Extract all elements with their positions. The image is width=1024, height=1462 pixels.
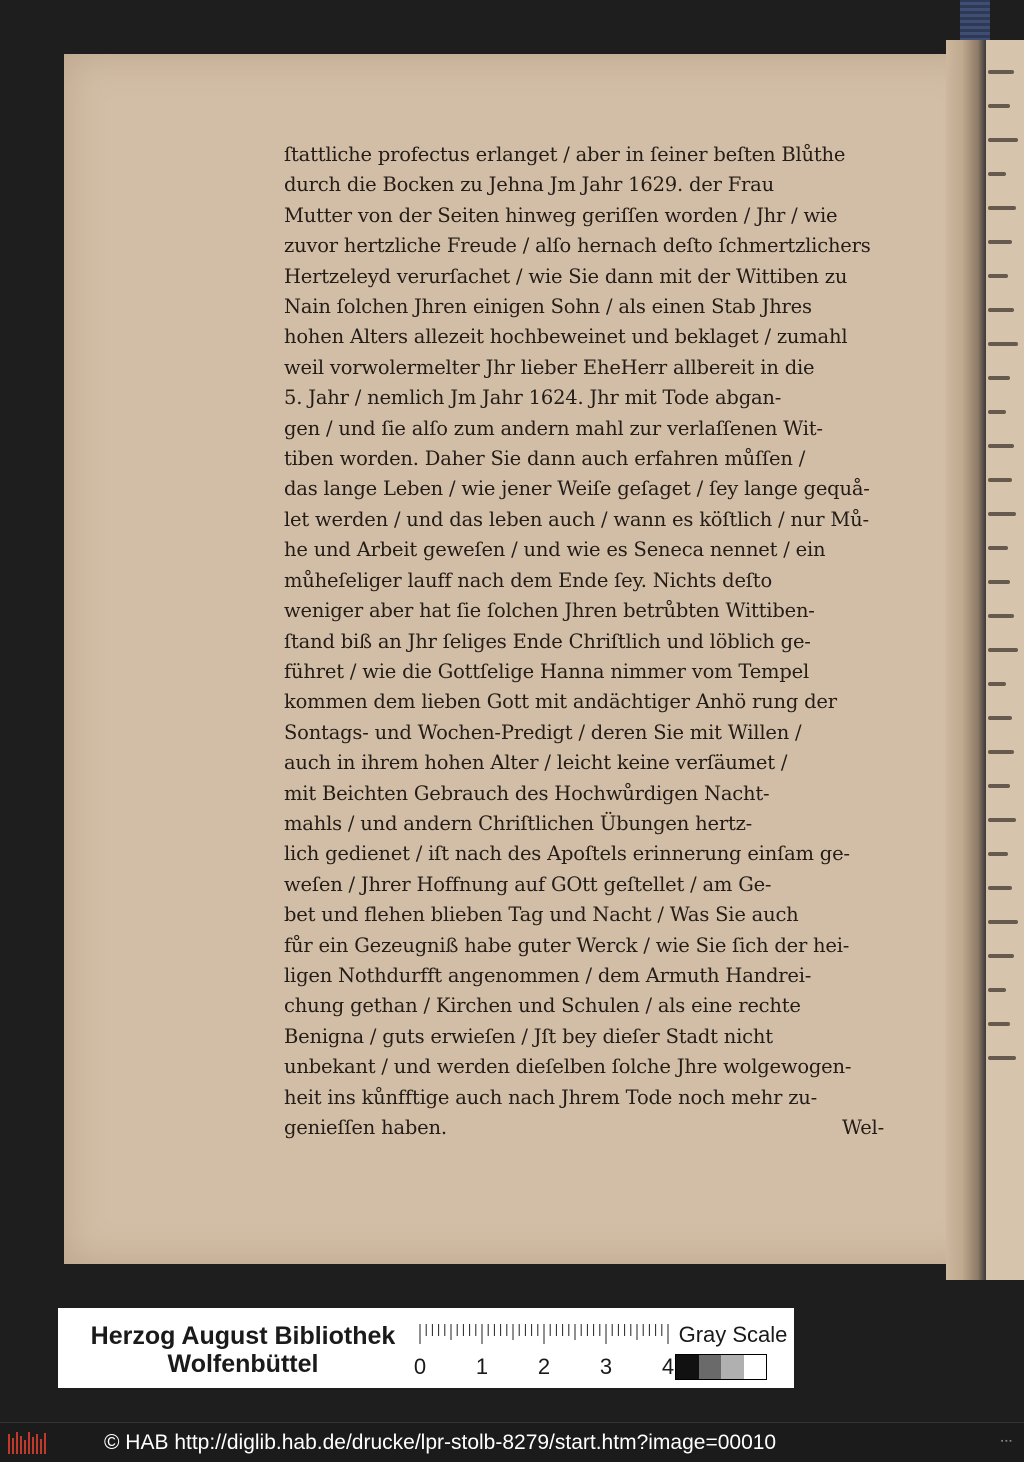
adjacent-text-fragment bbox=[988, 988, 1006, 992]
scale-ruler bbox=[408, 1318, 675, 1379]
text-line: Benigna / guts erwieſen / Jſt bey dieſer Stadt nicht bbox=[284, 1024, 773, 1048]
gray-swatch bbox=[676, 1355, 699, 1379]
text-line: gen / und ſie alſo zum andern mahl zur verlaſſenen Wit- bbox=[284, 416, 823, 440]
page-gutter bbox=[946, 40, 986, 1280]
adjacent-text-fragment bbox=[988, 648, 1018, 652]
adjacent-text-fragment bbox=[988, 818, 1016, 822]
adjacent-text-fragment bbox=[988, 104, 1010, 108]
scale-number: 2 bbox=[537, 1354, 551, 1379]
text-line: kommen dem lieben Gott mit andächtiger Anhö rung der bbox=[284, 690, 837, 714]
adjacent-text-fragment bbox=[988, 682, 1006, 686]
footer-bar bbox=[0, 1422, 1024, 1462]
text-line: lich gedienet / iſt nach des Apoſtels erinnerung einſam ge- bbox=[284, 842, 850, 866]
adjacent-text-fragment bbox=[988, 70, 1014, 74]
gray-swatch bbox=[744, 1355, 767, 1379]
gray-scale-label: Gray Scale bbox=[678, 1322, 788, 1347]
adjacent-text-fragment bbox=[988, 852, 1008, 856]
text-line: weſen / Jhrer Hoffnung auf GOtt geſtellet / am Ge- bbox=[284, 872, 772, 896]
text-line: mit Beichten Gebrauch des Hochwůrdigen Nacht- bbox=[284, 781, 770, 805]
adjacent-text-fragment bbox=[988, 1022, 1010, 1026]
text-line: durch die Bocken zu Jehna Jm Jahr 1629. der Frau bbox=[284, 173, 774, 197]
text-line: Hertzeleyd verurſachet / wie Sie dann mit der Wittiben zu bbox=[284, 264, 848, 288]
adjacent-text-fragment bbox=[988, 138, 1018, 142]
gray-scale-swatches bbox=[675, 1354, 767, 1380]
text-line: heit ins kůnfftige auch nach Jhrem Tode noch mehr zu- bbox=[284, 1085, 818, 1109]
hab-logo-icon bbox=[4, 1428, 48, 1458]
text-line: hohen Alters allezeit hochbeweinet und beklaget / zumahl bbox=[284, 325, 848, 349]
text-line: zuvor hertzliche Freude / alſo hernach deſto ſchmertzlichers bbox=[284, 234, 871, 258]
text-line: ligen Nothdurfft angenommen / dem Armuth Handrei- bbox=[284, 963, 812, 987]
gray-swatch bbox=[721, 1355, 744, 1379]
text-line: genieſſen haben. bbox=[284, 1116, 447, 1139]
adjacent-text-fragment bbox=[988, 954, 1014, 958]
text-line: chung gethan / Kirchen und Schulen / als eine rechte bbox=[284, 994, 801, 1018]
text-line: weil vorwolermelter Jhr lieber EheHerr allbereit in die bbox=[284, 355, 815, 379]
adjacent-text-fragment bbox=[988, 172, 1006, 176]
text-line: Sontags- und Wochen-Predigt / deren Sie mit Willen / bbox=[284, 720, 802, 744]
text-line: weniger aber hat ſie ſolchen Jhren betrůbten Wittiben- bbox=[284, 599, 815, 623]
scale-number: 3 bbox=[599, 1354, 613, 1379]
catchword: Wel- bbox=[841, 1116, 884, 1140]
text-line: mahls / und andern Chriſtlichen Übungen hertz- bbox=[284, 811, 753, 835]
document-text-block bbox=[284, 140, 884, 1143]
text-line: fůr ein Gezeugniß habe guter Werck / wie Sie ſich der hei- bbox=[284, 933, 850, 957]
adjacent-text-fragment bbox=[988, 784, 1010, 788]
adjacent-text-fragment bbox=[988, 512, 1016, 516]
adjacent-text-fragment bbox=[988, 886, 1012, 890]
adjacent-text-fragment bbox=[988, 240, 1012, 244]
adjacent-text-fragment bbox=[988, 410, 1006, 414]
library-name-line2: Wolfenbüttel bbox=[167, 1350, 319, 1378]
scale-number: 0 bbox=[413, 1354, 427, 1379]
text-line: unbekant / und werden dieſelben ſolche Jhre wolgewogen- bbox=[284, 1055, 852, 1079]
adjacent-text-fragment bbox=[988, 1056, 1016, 1060]
text-line: můheſeliger lauff nach dem Ende ſey. Nichts deſto bbox=[284, 568, 772, 592]
adjacent-text-fragment bbox=[988, 546, 1008, 550]
scale-number: 1 bbox=[475, 1354, 489, 1379]
text-line: bet und flehen blieben Tag und Nacht / Was Sie auch bbox=[284, 903, 799, 927]
scale-number: 4 bbox=[661, 1354, 675, 1379]
text-line: ſtand biß an Jhr ſeliges Ende Chriſtlich und löblich ge- bbox=[284, 629, 811, 653]
text-line: das lange Leben / wie jener Weiſe geſaget / ſey lange gequå- bbox=[284, 477, 870, 501]
text-line: let werden / und das leben auch / wann es köſtlich / nur Mů- bbox=[284, 507, 869, 531]
text-line: auch in ihrem hohen Alter / leicht keine verſäumet / bbox=[284, 751, 788, 775]
footer-corner-mark: ▪▪▪ bbox=[1000, 1438, 1013, 1446]
text-line: Mutter von der Seiten hinweg geriſſen worden / Jhr / wie bbox=[284, 203, 838, 227]
text-line: 5. Jahr / nemlich Jm Jahr 1624. Jhr mit Tode abgan- bbox=[284, 386, 782, 410]
adjacent-text-fragment bbox=[988, 478, 1012, 482]
adjacent-text-fragment bbox=[988, 376, 1010, 380]
adjacent-text-fragment bbox=[988, 444, 1014, 448]
adjacent-text-fragment bbox=[988, 750, 1014, 754]
adjacent-text-fragment bbox=[988, 614, 1014, 618]
text-line: führet / wie die Gottſelige Hanna nimmer vom Tempel bbox=[284, 659, 810, 683]
text-line: ſtattliche profectus erlanget / aber in ſeiner beſten Blůthe bbox=[284, 143, 846, 166]
text-line: Nain ſolchen Jhren einigen Sohn / als einen Stab Jhres bbox=[284, 295, 812, 319]
text-line: tiben worden. Daher Sie dann auch erfahren můſſen / bbox=[284, 447, 806, 471]
library-name-line1: Herzog August Bibliothek bbox=[90, 1322, 396, 1350]
adjacent-text-fragment bbox=[988, 920, 1018, 924]
text-line: he und Arbeit geweſen / und wie es Seneca nennet / ein bbox=[284, 538, 826, 562]
adjacent-text-fragment bbox=[988, 716, 1012, 720]
adjacent-text-fragment bbox=[988, 206, 1016, 210]
adjacent-text-fragment bbox=[988, 342, 1018, 346]
gray-swatch bbox=[699, 1355, 722, 1379]
adjacent-text-fragment bbox=[988, 580, 1010, 584]
adjacent-text-fragment bbox=[988, 274, 1008, 278]
adjacent-page-edge bbox=[980, 40, 1024, 1280]
adjacent-text-fragment bbox=[988, 308, 1014, 312]
copyright-url[interactable]: © HAB http://diglib.hab.de/drucke/lpr-stolb-8279/start.htm?image=00010 bbox=[104, 1431, 777, 1454]
color-scale-target bbox=[58, 1308, 794, 1388]
